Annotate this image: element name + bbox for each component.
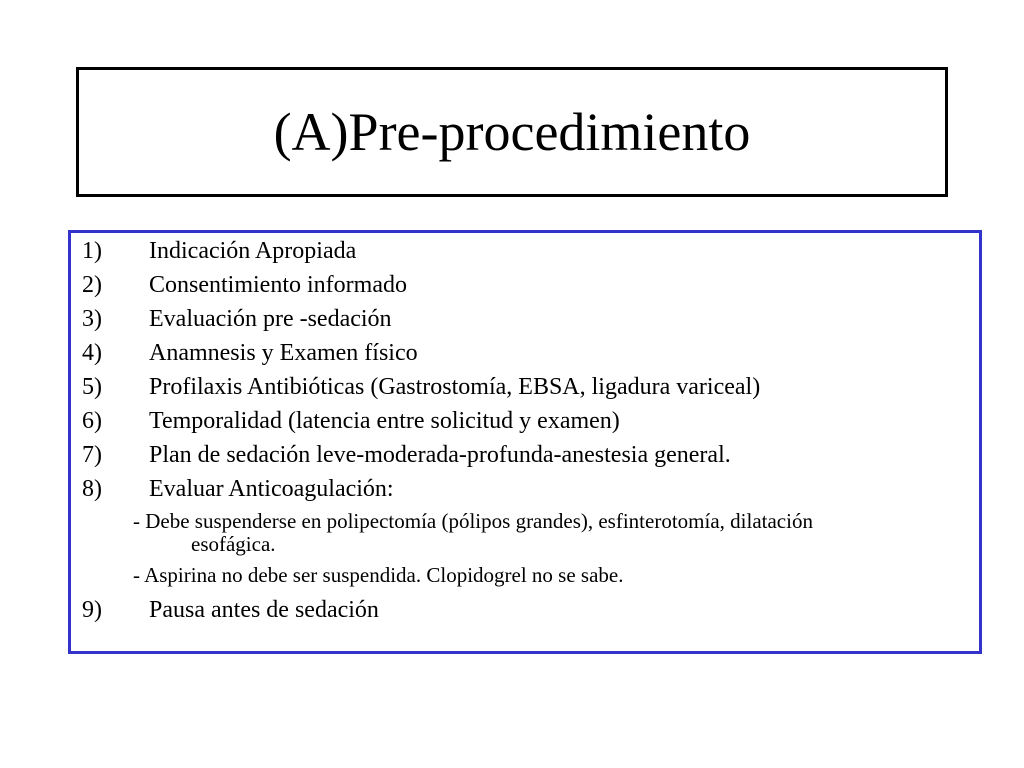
sub-item-2 bbox=[133, 564, 624, 587]
item-text: Plan de sedación leve-moderada-profunda-anestesia general. bbox=[149, 442, 731, 468]
sub-item-text: - Aspirina no debe ser suspendida. Clopidogrel no se sabe. bbox=[133, 563, 624, 587]
item-number: 1) bbox=[82, 238, 102, 264]
item-number: 9) bbox=[82, 597, 102, 623]
item-text: Pausa antes de sedación bbox=[149, 597, 379, 623]
list-item-8 bbox=[82, 475, 394, 503]
list-item-4 bbox=[82, 339, 418, 367]
list-item-3 bbox=[82, 305, 392, 333]
list-item-6 bbox=[82, 407, 620, 435]
sub-item-1 bbox=[133, 510, 813, 556]
sub-item-text: - Debe suspenderse en polipectomía (pólipos grandes), esfinterotomía, dilatación bbox=[133, 509, 813, 533]
slide-title: (A)Pre-procedimiento bbox=[273, 102, 751, 162]
item-text: Temporalidad (latencia entre solicitud y examen) bbox=[149, 408, 620, 434]
item-number: 3) bbox=[82, 306, 102, 332]
item-text: Evaluar Anticoagulación: bbox=[149, 476, 394, 502]
item-number: 2) bbox=[82, 272, 102, 298]
item-text: Indicación Apropiada bbox=[149, 238, 357, 264]
list-item-5 bbox=[82, 373, 760, 401]
item-number: 5) bbox=[82, 374, 102, 400]
item-number: 4) bbox=[82, 340, 102, 366]
item-text: Profilaxis Antibióticas (Gastrostomía, EBSA, ligadura variceal) bbox=[149, 374, 761, 400]
item-text: Evaluación pre -sedación bbox=[149, 306, 392, 332]
sub-item-continuation: esofágica. bbox=[191, 532, 276, 556]
title-box bbox=[76, 67, 948, 197]
item-text: Consentimiento informado bbox=[149, 272, 407, 298]
list-item-9 bbox=[82, 596, 379, 624]
content-box bbox=[68, 230, 982, 654]
item-number: 7) bbox=[82, 442, 102, 468]
item-number: 8) bbox=[82, 476, 102, 502]
list-item-1 bbox=[82, 237, 356, 265]
item-text: Anamnesis y Examen físico bbox=[149, 340, 418, 366]
list-item-2 bbox=[82, 271, 407, 299]
item-number: 6) bbox=[82, 408, 102, 434]
list-item-7 bbox=[82, 441, 731, 469]
